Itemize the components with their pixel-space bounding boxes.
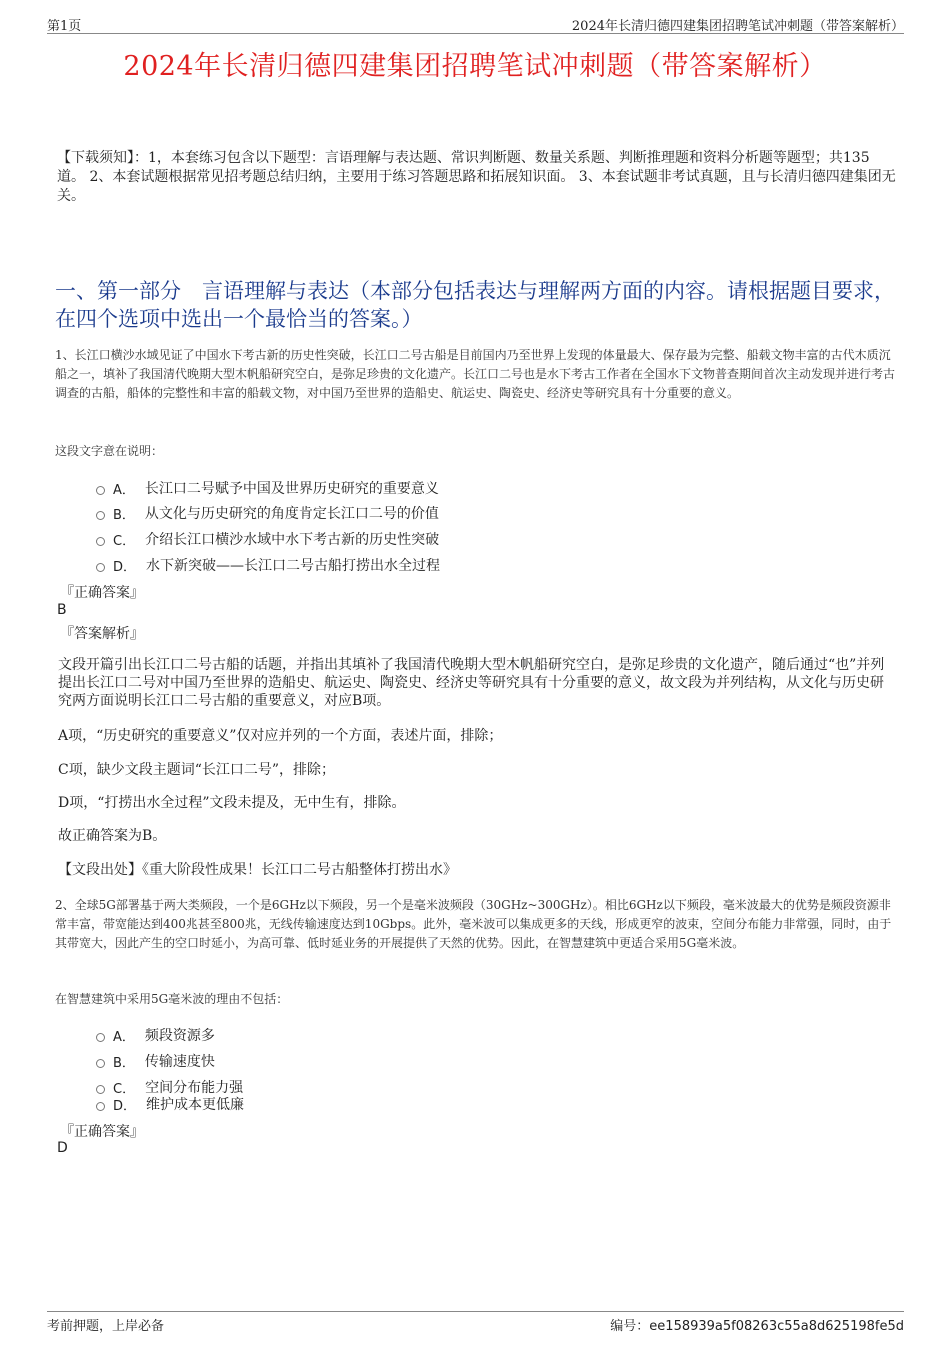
footer-code: 编号：ee158939a5f08263c55a8d625198fe5d bbox=[610, 1319, 904, 1334]
question-2-option-a[interactable]: A． 频段资源多 bbox=[96, 1025, 215, 1045]
radio-icon[interactable] bbox=[96, 537, 105, 546]
answer-label: 『正确答案』 bbox=[60, 585, 144, 601]
download-notice: 【下载须知】：1，本套练习包含以下题型：言语理解与表达题、常识判断题、数量关系题、判断推理题和资料分析题等题型；共135道。 2、本套试题根据常见招考题总结归纳，主要用于练习答题思路和拓展知识面。 3、本套试题非考试真题，且与长清归德四建集团无关。 bbox=[57, 150, 896, 204]
question-1-prompt: 这段文字意在说明： bbox=[55, 444, 164, 458]
question-2-option-d[interactable]: D． 维护成本更低廉 bbox=[96, 1094, 244, 1114]
question-1-option-a[interactable]: A． 长江口二号赋予中国及世界历史研究的重要意义 bbox=[96, 478, 439, 498]
radio-icon[interactable] bbox=[96, 1102, 105, 1111]
analysis-option-c: C项，缺少文段主题词“长江口二号”，排除； bbox=[58, 762, 336, 778]
page-title: 2024年长清归德四建集团招聘笔试冲刺题（带答案解析） bbox=[123, 51, 827, 82]
analysis-label: 『答案解析』 bbox=[60, 626, 144, 642]
analysis-option-a: A项，“历史研究的重要意义”仅对应并列的一个方面，表述片面，排除； bbox=[58, 728, 503, 744]
analysis-paragraph: 文段开篇引出长江口二号古船的话题，并指出其填补了我国清代晚期大型木帆船研究空白，是弥足珍贵的文化遗产，随后通过“也”并列提出长江口二号对中国乃至世界的造船史、航运史、陶瓷史、经济史等研究具有十分重要的意义，故文段为并列结构，从文化与历史研究两方面说明长江口二号古船的重要意义，对应B项。 bbox=[58, 657, 885, 709]
analysis-source: 【文段出处】《重大阶段性成果！长江口二号古船整体打捞出水》 bbox=[58, 862, 457, 878]
page-header bbox=[47, 15, 904, 34]
page-number: 第1页 bbox=[47, 19, 82, 34]
analysis-conclusion: 故正确答案为B。 bbox=[58, 828, 167, 844]
answer-value: B bbox=[57, 602, 67, 618]
question-1-option-d[interactable]: D． 水下新突破——长江口二号古船打捞出水全过程 bbox=[96, 555, 440, 575]
radio-icon[interactable] bbox=[96, 511, 105, 520]
radio-icon[interactable] bbox=[96, 1059, 105, 1068]
answer-label: 『正确答案』 bbox=[60, 1124, 144, 1140]
radio-icon[interactable] bbox=[96, 1033, 105, 1042]
radio-icon[interactable] bbox=[96, 486, 105, 495]
question-1-text: 1、长江口横沙水域见证了中国水下考古新的历史性突破，长江口二号古船是目前国内乃至世界上发现的体量最大、保存最为完整、船载文物丰富的古代木质沉船之一，填补了我国清代晚期大型木帆船研究空白，是弥足珍贵的文化遗产。长江口二号也是水下考古工作者在全国水下文物普查期间首次主动发现并进行考古调查的古船，船体的完整性和丰富的船载文物，对中国乃至世界的造船史、航运史、陶瓷史、经济史等研究具有十分重要的意义。 bbox=[55, 348, 896, 400]
question-2-text: 2、全球5G部署基于两大类频段，一个是6GHz以下频段，另一个是毫米波频段（30GHz~300GHz）。相比6GHz以下频段，毫米波最大的优势是频段资源非常丰富，带宽能达到400兆甚至800兆，无线传输速度达到10Gbps。此外，毫米波可以集成更多的天线，形成更窄的波束，空间分布能力非常强，同时，由于其带宽大，因此产生的空口时延小，为高可靠、低时延业务的开展提供了天然的优势。因此，在智慧建筑中更适合采用5G毫米波。 bbox=[55, 898, 892, 950]
question-2-option-c[interactable]: C． 空间分布能力强 bbox=[96, 1077, 243, 1097]
radio-icon[interactable] bbox=[96, 563, 105, 572]
question-1-option-b[interactable]: B． 从文化与历史研究的角度肯定长江口二号的价值 bbox=[96, 503, 439, 523]
page-footer bbox=[47, 1311, 904, 1334]
header-doc-title: 2024年长清归德四建集团招聘笔试冲刺题（带答案解析） bbox=[571, 19, 904, 34]
analysis-option-d: D项，“打捞出水全过程”文段未提及，无中生有，排除。 bbox=[58, 795, 406, 811]
radio-icon[interactable] bbox=[96, 1085, 105, 1094]
section-heading: 一、第一部分 言语理解与表达（本部分包括表达与理解两方面的内容。请根据题目要求，在四个选项中选出一个最恰当的答案。） bbox=[55, 279, 895, 331]
question-1-option-c[interactable]: C． 介绍长江口横沙水域中水下考古新的历史性突破 bbox=[96, 529, 439, 549]
answer-value: D bbox=[57, 1140, 68, 1156]
footer-slogan: 考前押题，上岸必备 bbox=[47, 1319, 165, 1334]
question-2-option-b[interactable]: B． 传输速度快 bbox=[96, 1051, 215, 1071]
question-2-prompt: 在智慧建筑中采用5G毫米波的理由不包括： bbox=[55, 992, 289, 1006]
